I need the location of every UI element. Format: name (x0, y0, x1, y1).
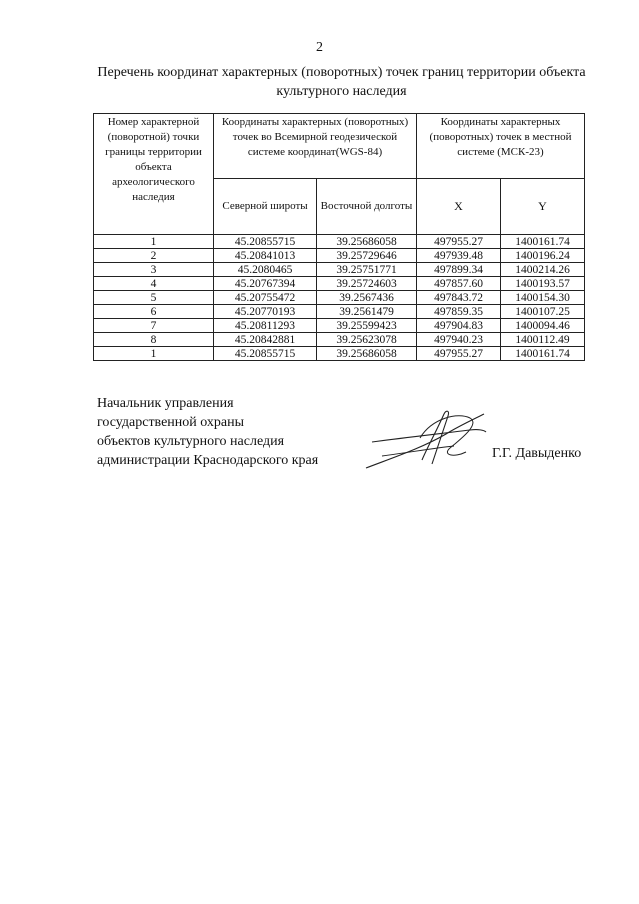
point-number-cell: 1 (94, 235, 214, 249)
point-number-cell: 8 (94, 333, 214, 347)
longitude-cell: 39.25724603 (317, 277, 417, 291)
header-point-number: Номер характерной (поворотной) точки границы территории объекта археологического наследия (94, 114, 214, 235)
signer-title-line: государственной охраны (97, 415, 245, 430)
x-cell: 497955.27 (417, 235, 501, 249)
latitude-cell: 45.20842881 (214, 333, 317, 347)
table-row (94, 249, 585, 263)
latitude-cell: 45.20841013 (214, 249, 317, 263)
signer-name: Г.Г. Давыденко (492, 446, 582, 461)
signer-title-line: объектов культурного наследия (97, 434, 285, 449)
table-row (94, 263, 585, 277)
header-east-longitude: Восточной долготы (317, 179, 417, 235)
latitude-cell: 45.2080465 (214, 263, 317, 277)
y-cell: 1400196.24 (501, 249, 585, 263)
signer-title-line: администрации Краснодарского края (97, 453, 319, 468)
longitude-cell: 39.2567436 (317, 291, 417, 305)
point-number-cell: 3 (94, 263, 214, 277)
y-cell: 1400112.49 (501, 333, 585, 347)
point-number-cell: 1 (94, 347, 214, 361)
header-north-latitude: Северной широты (214, 179, 317, 235)
x-cell: 497899.34 (417, 263, 501, 277)
y-cell: 1400161.74 (501, 347, 585, 361)
x-cell: 497939.48 (417, 249, 501, 263)
point-number-cell: 5 (94, 291, 214, 305)
longitude-cell: 39.25599423 (317, 319, 417, 333)
point-number-cell: 4 (94, 277, 214, 291)
header-y: Y (501, 179, 585, 235)
y-cell: 1400214.26 (501, 263, 585, 277)
header-local-system-group: Координаты характерных (поворотных) точек в местной системе (МСК-23) (417, 114, 585, 179)
x-cell: 497955.27 (417, 347, 501, 361)
longitude-cell: 39.25751771 (317, 263, 417, 277)
point-number-cell: 6 (94, 305, 214, 319)
table-row (94, 319, 585, 333)
y-cell: 1400107.25 (501, 305, 585, 319)
longitude-cell: 39.2561479 (317, 305, 417, 319)
handwritten-signature (362, 408, 492, 474)
table-row (94, 235, 585, 249)
signer-title-line: Начальник управления (97, 396, 234, 411)
table-row (94, 347, 585, 361)
x-cell: 497857.60 (417, 277, 501, 291)
latitude-cell: 45.20855715 (214, 347, 317, 361)
header-wgs84-group: Координаты характерных (поворотных) точек во Всемирной геодезической системе координат(WGS-84) (214, 114, 417, 179)
y-cell: 1400154.30 (501, 291, 585, 305)
latitude-cell: 45.20811293 (214, 319, 317, 333)
latitude-cell: 45.20855715 (214, 235, 317, 249)
latitude-cell: 45.20755472 (214, 291, 317, 305)
table-row (94, 277, 585, 291)
page-number: 2 (316, 40, 323, 55)
x-cell: 497940.23 (417, 333, 501, 347)
y-cell: 1400161.74 (501, 235, 585, 249)
y-cell: 1400193.57 (501, 277, 585, 291)
longitude-cell: 39.25623078 (317, 333, 417, 347)
y-cell: 1400094.46 (501, 319, 585, 333)
table-row (94, 333, 585, 347)
signature-block (97, 394, 318, 470)
table-row (94, 305, 585, 319)
x-cell: 497859.35 (417, 305, 501, 319)
table-row (94, 291, 585, 305)
longitude-cell: 39.25729646 (317, 249, 417, 263)
coordinates-table (93, 113, 585, 361)
point-number-cell: 7 (94, 319, 214, 333)
point-number-cell: 2 (94, 249, 214, 263)
table-header-row (94, 114, 585, 179)
x-cell: 497904.83 (417, 319, 501, 333)
longitude-cell: 39.25686058 (317, 347, 417, 361)
latitude-cell: 45.20767394 (214, 277, 317, 291)
longitude-cell: 39.25686058 (317, 235, 417, 249)
latitude-cell: 45.20770193 (214, 305, 317, 319)
document-title: Перечень координат характерных (поворотных) точек границ территории объекта культурного наследия (97, 65, 586, 99)
header-x: X (417, 179, 501, 235)
x-cell: 497843.72 (417, 291, 501, 305)
